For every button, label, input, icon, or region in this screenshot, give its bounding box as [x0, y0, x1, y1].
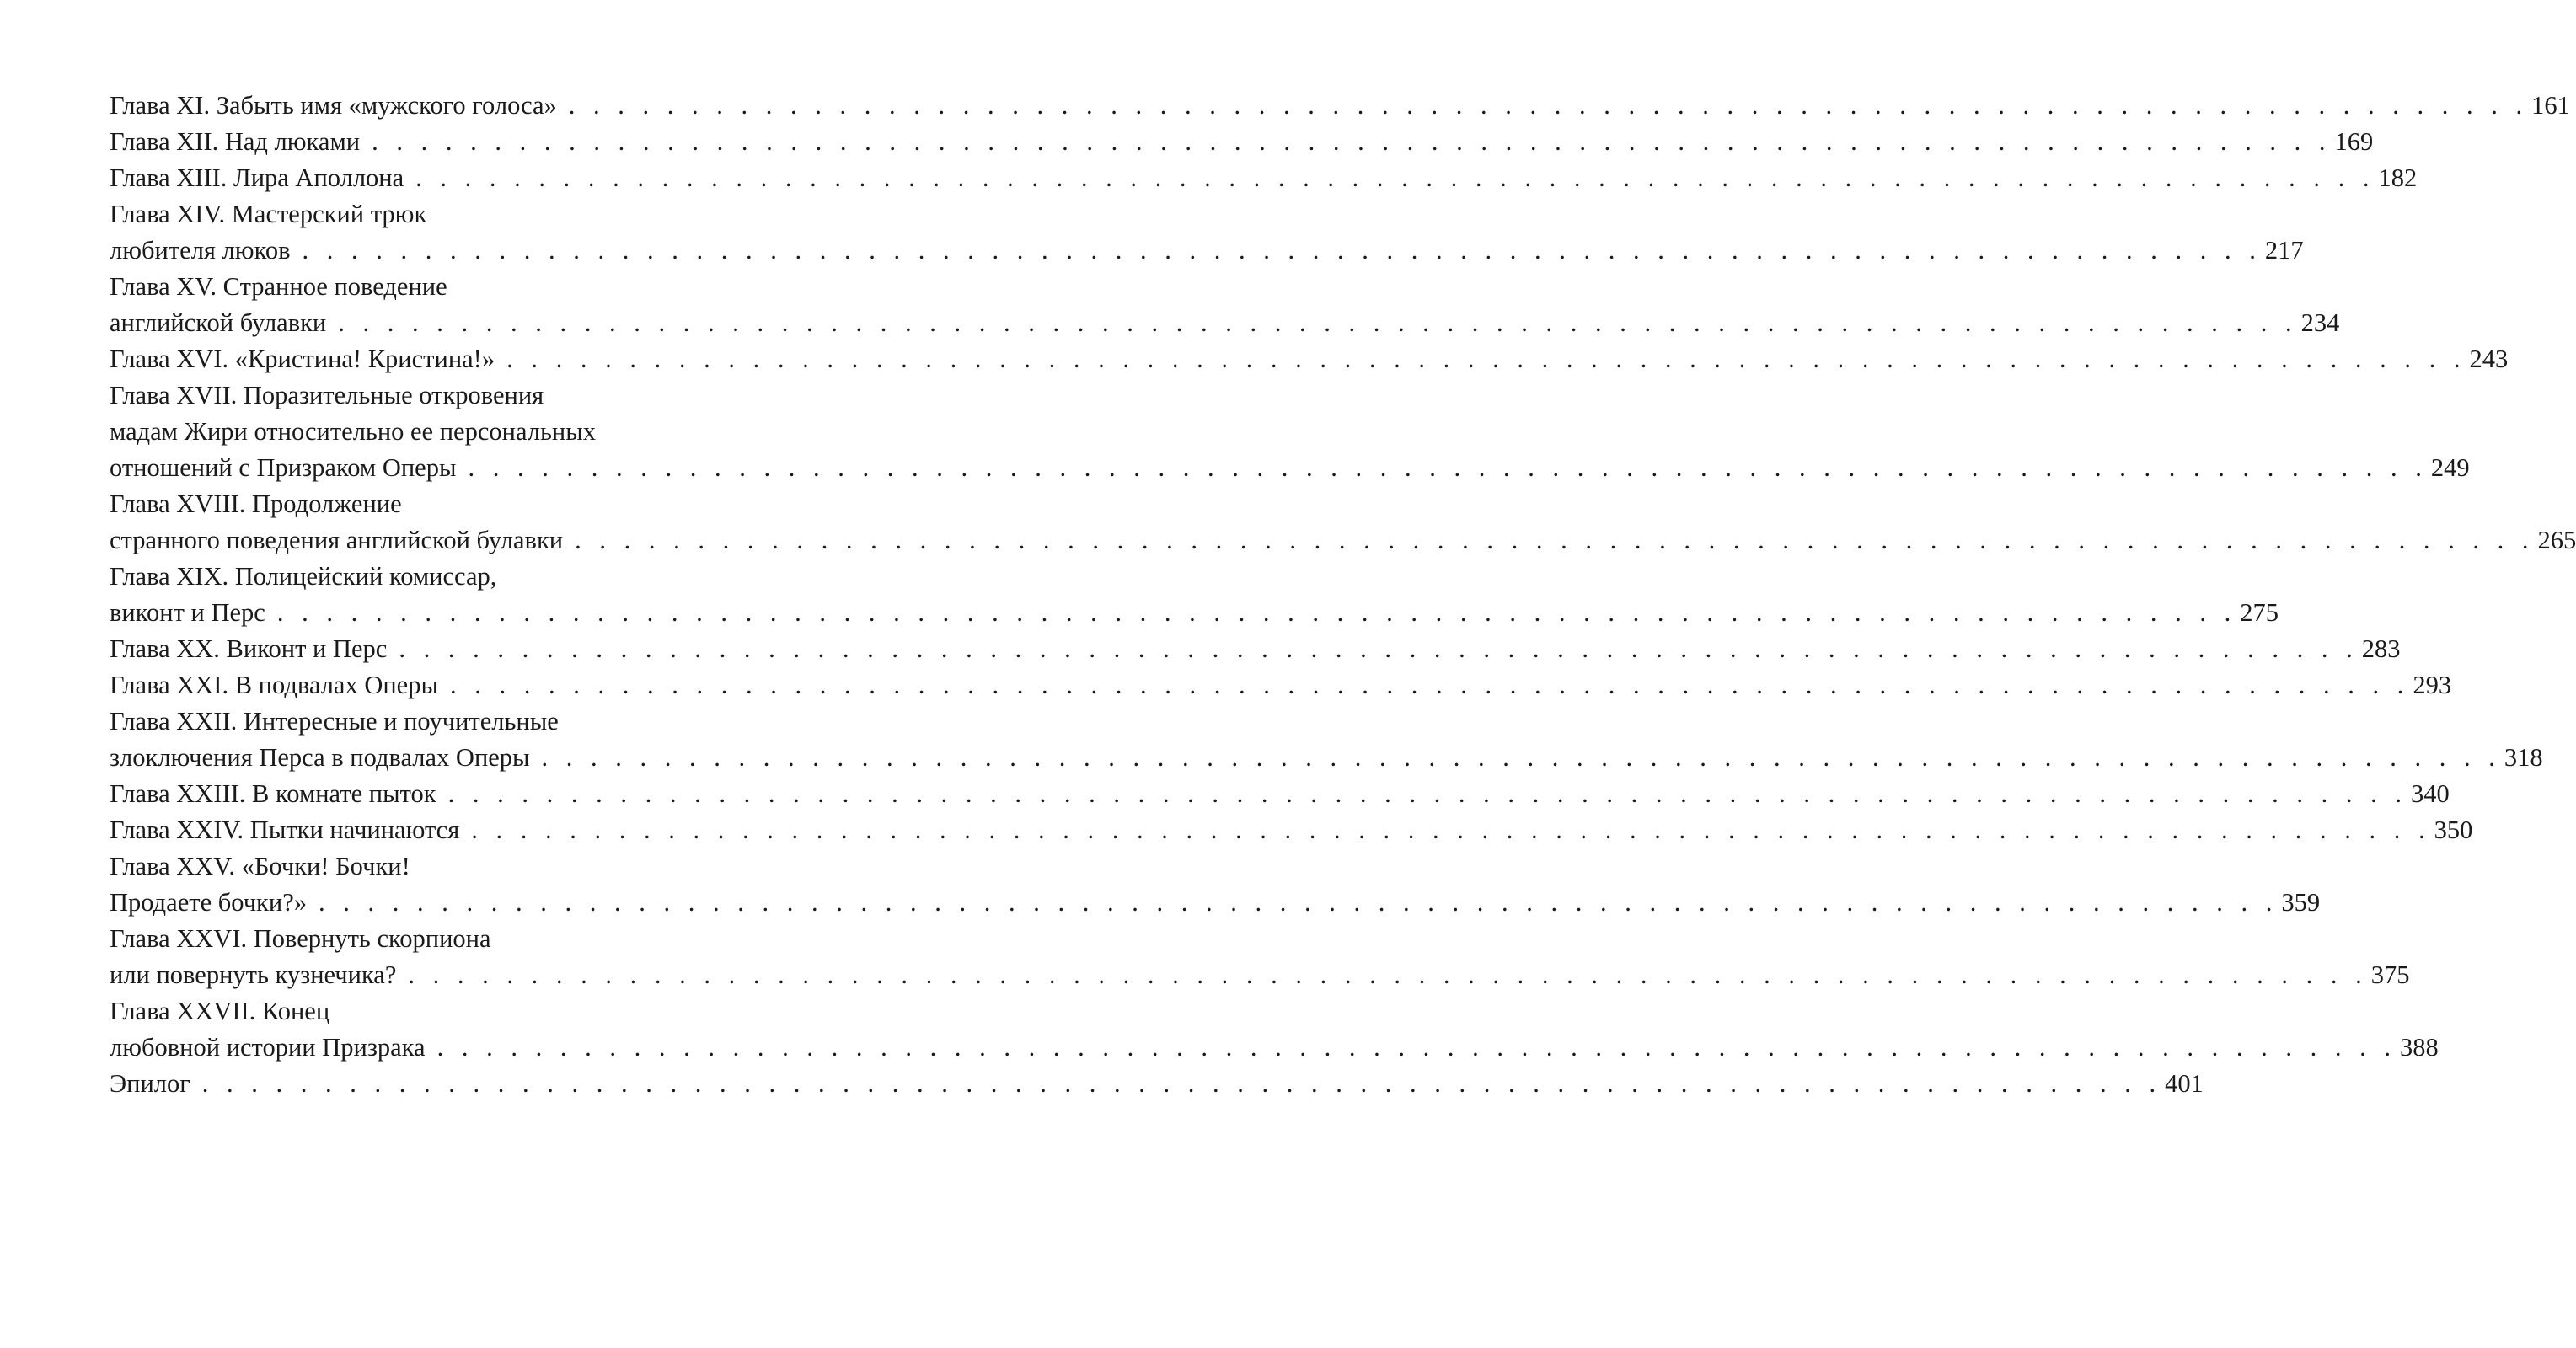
- toc-page-number: 243: [2469, 345, 2509, 373]
- toc-entry-last-line: [110, 595, 2279, 631]
- toc-entry-title: злоключения Перса в подвалах Оперы: [110, 743, 530, 772]
- toc-entry-last-line: [110, 667, 2452, 703]
- toc-entry-title: отношений с Призраком Оперы: [110, 453, 457, 482]
- toc-entry: [110, 341, 2509, 377]
- toc-entry-title: Эпилог: [110, 1069, 190, 1098]
- toc-entry-line: [110, 921, 748, 957]
- toc-entry-title: Продаете бочки?»: [110, 888, 307, 917]
- toc-entry-title: Глава XI. Забыть имя «мужского голоса»: [110, 91, 557, 120]
- toc-entry-last-line: [110, 305, 2340, 341]
- toc-entry-line: [110, 993, 748, 1030]
- toc-page-number: 293: [2413, 671, 2452, 699]
- toc-page-number: 234: [2300, 308, 2340, 337]
- toc-entry-title: Глава XXIV. Пытки начинаются: [110, 816, 460, 844]
- toc-entry: [110, 776, 2450, 812]
- toc-entry-last-line: [110, 812, 2473, 848]
- toc-entry-title: Глава XXII. Интересные и поучительные: [110, 707, 559, 736]
- toc-page-number: 275: [2240, 598, 2279, 627]
- toc-entry-title: Глава XXVII. Конец: [110, 997, 330, 1025]
- toc-page-number: 265: [2537, 526, 2576, 554]
- toc-entry: [110, 196, 2304, 269]
- toc-page-number: 318: [2504, 743, 2543, 772]
- toc-entry: [110, 667, 2452, 703]
- dot-leader: . . . . . . . . . . . . . . . . . . . . . . . . . . . . . . . . . . . . . . . . . . . . . . . . . . . . . . . . . . . . . . . . . . . . . . . . . . . . . . . .: [415, 163, 2375, 192]
- dot-leader: . . . . . . . . . . . . . . . . . . . . . . . . . . . . . . . . . . . . . . . . . . . . . . . . . . . . . . . . . . . . . . . . . . . . . . . . . . . . . . . .: [447, 779, 2407, 808]
- toc-page-number: 350: [2434, 816, 2473, 844]
- toc-entry: [110, 88, 2570, 124]
- toc-entry: [110, 703, 2543, 776]
- toc-entry-title: Глава XXI. В подвалах Оперы: [110, 671, 438, 699]
- dot-leader: . . . . . . . . . . . . . . . . . . . . . . . . . . . . . . . . . . . . . . . . . . . . . . . . . . . . . . . . . . . . . . . . . . . . . . . . . . . . . . . .: [408, 960, 2368, 989]
- toc-entry: [110, 269, 2340, 341]
- toc-entry-line: [110, 559, 748, 595]
- toc-entry-line: [110, 269, 748, 305]
- toc-entry-line: [110, 377, 748, 414]
- dot-leader: . . . . . . . . . . . . . . . . . . . . . . . . . . . . . . . . . . . . . . . . . . . . . . . . . . . . . . . . . . . . . . . . . . . . . . . . . . . . . . . .: [449, 671, 2410, 699]
- toc-entry-title: любовной истории Призрака: [110, 1033, 426, 1062]
- toc-page-number: 388: [2399, 1033, 2439, 1062]
- toc-entry-title: любителя люков: [110, 236, 291, 265]
- toc-page-number: 375: [2370, 960, 2410, 989]
- toc-entry-last-line: [110, 341, 2509, 377]
- toc-entry: [110, 486, 2576, 559]
- toc-entry: [110, 124, 2374, 160]
- toc-entry-line: [110, 486, 748, 522]
- toc-entry-title: мадам Жири относительно ее персональных: [110, 417, 596, 446]
- dot-leader: . . . . . . . . . . . . . . . . . . . . . . . . . . . . . . . . . . . . . . . . . . . . . . . . . . . . . . . . . . . . . . . . . . . . . . . . . . . . . . . .: [302, 236, 2262, 265]
- toc-entry-last-line: [110, 124, 2374, 160]
- toc-page-number: 161: [2531, 91, 2570, 120]
- toc-entry-last-line: [110, 450, 2470, 486]
- toc-entry-title: английской булавки: [110, 308, 327, 337]
- toc-entry-title: Глава XV. Странное поведение: [110, 272, 447, 301]
- dot-leader: . . . . . . . . . . . . . . . . . . . . . . . . . . . . . . . . . . . . . . . . . . . . . . . . . . . . . . . . . . . . . . . . . . . . . . . . . . . . . . . .: [468, 453, 2428, 482]
- dot-leader: . . . . . . . . . . . . . . . . . . . . . . . . . . . . . . . . . . . . . . . . . . . . . . . . . . . . . . . . . . . . . . . . . . . . . . . . . . . . . . . .: [318, 888, 2279, 917]
- toc-entry-last-line: [110, 1066, 2204, 1102]
- toc-entry-last-line: [110, 88, 2570, 124]
- toc-entry-title: Глава XVI. «Кристина! Кристина!»: [110, 345, 495, 373]
- toc-entry-line: [110, 414, 748, 450]
- toc-entry: [110, 631, 2401, 667]
- toc-entry: [110, 812, 2473, 848]
- toc-entry-last-line: [110, 776, 2450, 812]
- toc-entry: [110, 160, 2418, 196]
- toc-entry-title: Глава XX. Виконт и Перс: [110, 634, 388, 663]
- toc-entry-last-line: [110, 957, 2410, 993]
- dot-leader: . . . . . . . . . . . . . . . . . . . . . . . . . . . . . . . . . . . . . . . . . . . . . . . . . . . . . . . . . . . . . . . . . . . . . . . . . . . . . . . .: [541, 743, 2501, 772]
- dot-leader: . . . . . . . . . . . . . . . . . . . . . . . . . . . . . . . . . . . . . . . . . . . . . . . . . . . . . . . . . . . . . . . . . . . . . . . . . . . . . . . .: [399, 634, 2359, 663]
- toc-entry-title: Глава XVIII. Продолжение: [110, 489, 402, 518]
- toc-entry: [110, 848, 2321, 921]
- toc-entry-last-line: [110, 1030, 2439, 1066]
- dot-leader: . . . . . . . . . . . . . . . . . . . . . . . . . . . . . . . . . . . . . . . . . . . . . . . . . . . . . . . . . . . . . . . . . . . . . . . . . . . . . . . .: [436, 1033, 2397, 1062]
- toc-entry-title: Глава XXV. «Бочки! Бочки!: [110, 852, 410, 880]
- toc-entry-title: Глава XIV. Мастерский трюк: [110, 200, 427, 228]
- dot-leader: . . . . . . . . . . . . . . . . . . . . . . . . . . . . . . . . . . . . . . . . . . . . . . . . . . . . . . . . . . . . . . . . . . . . . . . . . . . . . . . .: [338, 308, 2298, 337]
- toc-entry-title: странного поведения английской булавки: [110, 526, 564, 554]
- toc-entry-title: Глава XVII. Поразительные откровения: [110, 381, 544, 409]
- toc-page-number: 217: [2264, 236, 2304, 265]
- toc-page-number: 182: [2378, 163, 2418, 192]
- toc-page-number: 340: [2410, 779, 2450, 808]
- toc-entry-last-line: [110, 233, 2304, 269]
- toc-entry: [110, 1066, 2204, 1102]
- toc-entry-title: или повернуть кузнечика?: [110, 960, 397, 989]
- toc-entry-last-line: [110, 740, 2543, 776]
- toc-entry-line: [110, 196, 748, 233]
- toc-page-number: 283: [2361, 634, 2401, 663]
- toc-entry-last-line: [110, 160, 2418, 196]
- toc-entry-title: Глава XIX. Полицейский комиссар,: [110, 562, 497, 591]
- toc-entry: [110, 377, 2470, 486]
- dot-leader: . . . . . . . . . . . . . . . . . . . . . . . . . . . . . . . . . . . . . . . . . . . . . . . . . . . . . . . . . . . . . . . . . . . . . . . . . . . . . . . .: [201, 1069, 2162, 1098]
- dot-leader: . . . . . . . . . . . . . . . . . . . . . . . . . . . . . . . . . . . . . . . . . . . . . . . . . . . . . . . . . . . . . . . . . . . . . . . . . . . . . . . .: [506, 345, 2466, 373]
- toc-entry-line: [110, 703, 748, 740]
- toc-entry-title: Глава XIII. Лира Аполлона: [110, 163, 404, 192]
- toc-page-number: 169: [2334, 127, 2374, 156]
- dot-leader: . . . . . . . . . . . . . . . . . . . . . . . . . . . . . . . . . . . . . . . . . . . . . . . . . . . . . . . . . . . . . . . . . . . . . . . . . . . . . . . .: [575, 526, 2535, 554]
- toc-entry-last-line: [110, 885, 2321, 921]
- toc-entry-title: виконт и Перс: [110, 598, 265, 627]
- dot-leader: . . . . . . . . . . . . . . . . . . . . . . . . . . . . . . . . . . . . . . . . . . . . . . . . . . . . . . . . . . . . . . . . . . . . . . . . . . . . . . . .: [276, 598, 2237, 627]
- toc-entry-last-line: [110, 631, 2401, 667]
- toc-entry: [110, 921, 2410, 993]
- toc-entry-last-line: [110, 522, 2576, 559]
- toc-entry: [110, 993, 2439, 1066]
- dot-leader: . . . . . . . . . . . . . . . . . . . . . . . . . . . . . . . . . . . . . . . . . . . . . . . . . . . . . . . . . . . . . . . . . . . . . . . . . . . . . . . .: [471, 816, 2431, 844]
- toc-page-number: 249: [2430, 453, 2470, 482]
- dot-leader: . . . . . . . . . . . . . . . . . . . . . . . . . . . . . . . . . . . . . . . . . . . . . . . . . . . . . . . . . . . . . . . . . . . . . . . . . . . . . . . .: [568, 91, 2529, 120]
- toc-entry-line: [110, 848, 748, 885]
- dot-leader: . . . . . . . . . . . . . . . . . . . . . . . . . . . . . . . . . . . . . . . . . . . . . . . . . . . . . . . . . . . . . . . . . . . . . . . . . . . . . . . .: [372, 127, 2332, 156]
- toc-page-number: 401: [2165, 1069, 2204, 1098]
- toc-entry-title: Глава XXIII. В комнате пыток: [110, 779, 436, 808]
- toc-page-number: 359: [2281, 888, 2321, 917]
- toc-entry: [110, 559, 2279, 631]
- toc-entry-title: Глава XII. Над люками: [110, 127, 361, 156]
- toc-entry-title: Глава XXVI. Повернуть скорпиона: [110, 924, 491, 953]
- table-of-contents: [110, 88, 2576, 1102]
